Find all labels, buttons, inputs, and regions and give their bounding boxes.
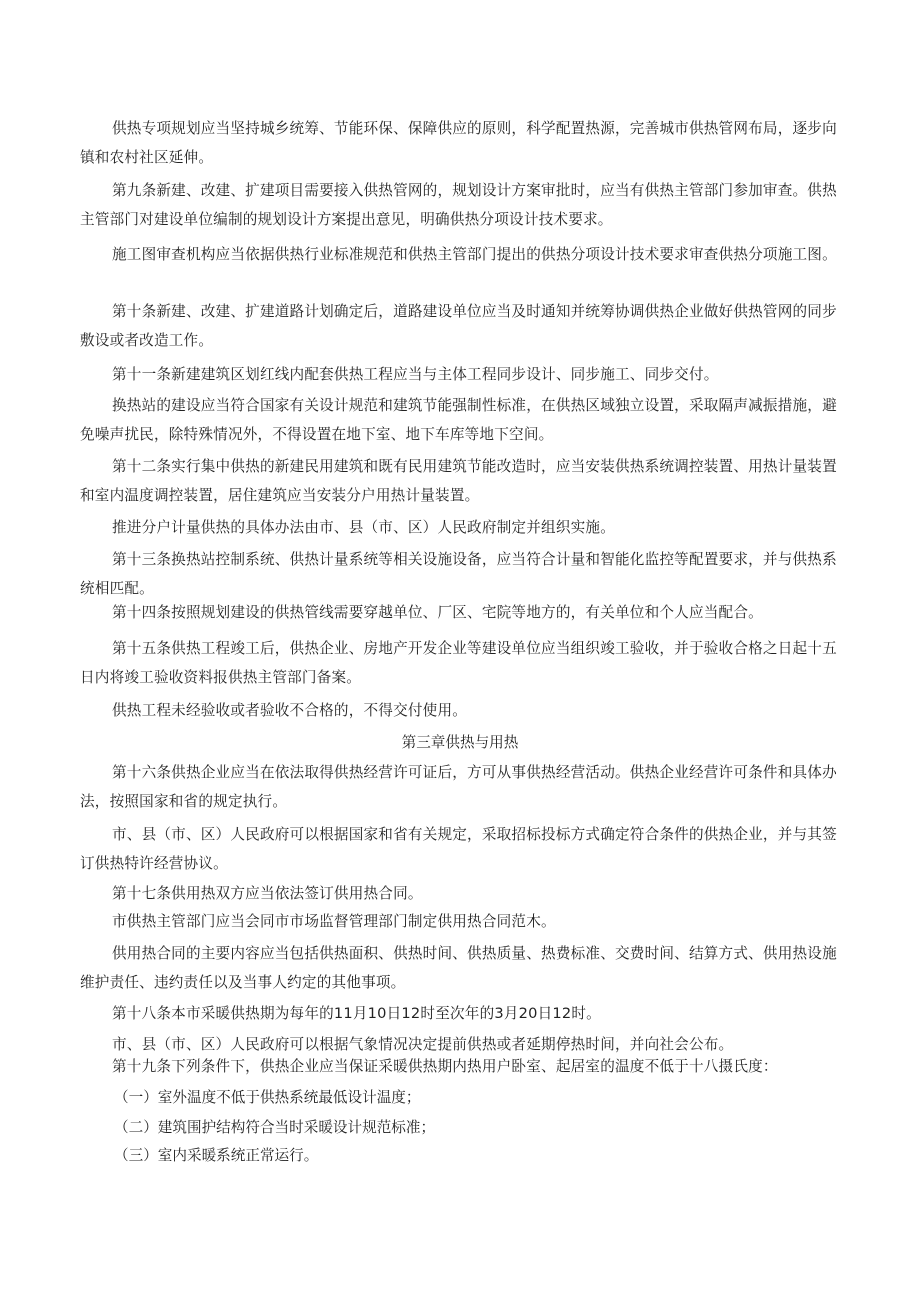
paragraph: 市供热主管部门应当会同市市场监督管理部门制定供用热合同范木。 [112,913,556,930]
paragraph: 第十八条本市采暖供热期为每年的11月10日12时至次年的3月20日12时。 [112,1005,601,1022]
list-item: （一）室外温度不低于供热系统最低设计温度； [114,1089,421,1106]
paragraph: 施工图审查机构应当依据供热行业标准规范和供热主管部门提出的供热分项设计技术要求审查供热分项施工图。 [112,246,837,263]
paragraph: 第十七条供用热双方应当依法签订供用热合同。 [112,885,423,902]
paragraph: 第十三条换热站控制系统、供热计量系统等相关设施设备，应当符合计量和智能化监控等配置要求，并与供热系统相匹配。 [80,551,837,597]
paragraph: 换热站的建设应当符合国家有关设计规范和建筑节能强制性标准，在供热区域独立设置，采取隔声减振措施，避免噪声扰民，除特殊情况外，不得设置在地下室、地下车库等地下空间。 [80,397,837,443]
chapter-heading: 第三章供热与用热 [401,734,519,751]
paragraph: 第十九条下列条件下，供热企业应当保证采暖供热期内热用户卧室、起居室的温度不低于十八摄氏度： [112,1058,778,1075]
paragraph: 第九条新建、改建、扩建项目需要接入供热管网的，规划设计方案审批时，应当有供热主管部门参加审查。供热主管部门对建设单位编制的规划设计方案提出意见，明确供热分项设计技术要求。 [80,182,837,228]
paragraph: 第十五条供热工程竣工后，供热企业、房地产开发企业等建设单位应当组织竣工验收，并于验收合格之日起十五日内将竣工验收资料报供热主管部门备案。 [80,640,837,686]
paragraph: 供热专项规划应当坚持城乡统筹、节能环保、保障供应的原则，科学配置热源，完善城市供热管网布局，逐步向镇和农村社区延伸。 [80,120,837,166]
list-item: （二）建筑围护结构符合当时采暖设计规范标准； [114,1119,436,1136]
list-item: （三）室内采暖系统正常运行。 [114,1147,319,1164]
paragraph: 第十二条实行集中供热的新建民用建筑和既有民用建筑节能改造时，应当安装供热系统调控装置、用热计量装置和室内温度调控装置，居住建筑应当安装分户用热计量装置。 [80,458,837,504]
paragraph: 推进分户计量供热的具体办法由市、县（市、区）人民政府制定并组织实施。 [112,519,615,536]
paragraph: 第十一条新建建筑区划红线内配套供热工程应当与主体工程同步设计、同步施工、同步交付。 [112,366,719,383]
paragraph: 第十条新建、改建、扩建道路计划确定后，道路建设单位应当及时通知并统筹协调供热企业做好供热管网的同步敷设或者改造工作。 [80,303,837,349]
paragraph: 第十六条供热企业应当在依法取得供热经营许可证后，方可从事供热经营活动。供热企业经营许可条件和具体办法，按照国家和省的规定执行。 [80,764,837,810]
paragraph: 市、县（市、区）人民政府可以根据气象情况决定提前供热或者延期停热时间，并向社会公布。 [112,1036,734,1053]
paragraph: 市、县（市、区）人民政府可以根据国家和省有关规定，采取招标投标方式确定符合条件的供热企业，并与其签订供热特许经营协议。 [80,826,837,872]
paragraph: 供用热合同的主要内容应当包括供热面积、供热时间、供热质量、热费标准、交费时间、结算方式、供用热设施维护责任、违约责任以及当事人约定的其他事项。 [80,945,837,991]
paragraph: 供热工程未经验收或者验收不合格的，不得交付使用。 [112,702,468,719]
paragraph: 第十四条按照规划建设的供热管线需要穿越单位、厂区、宅院等地方的，有关单位和个人应当配合。 [112,604,763,621]
